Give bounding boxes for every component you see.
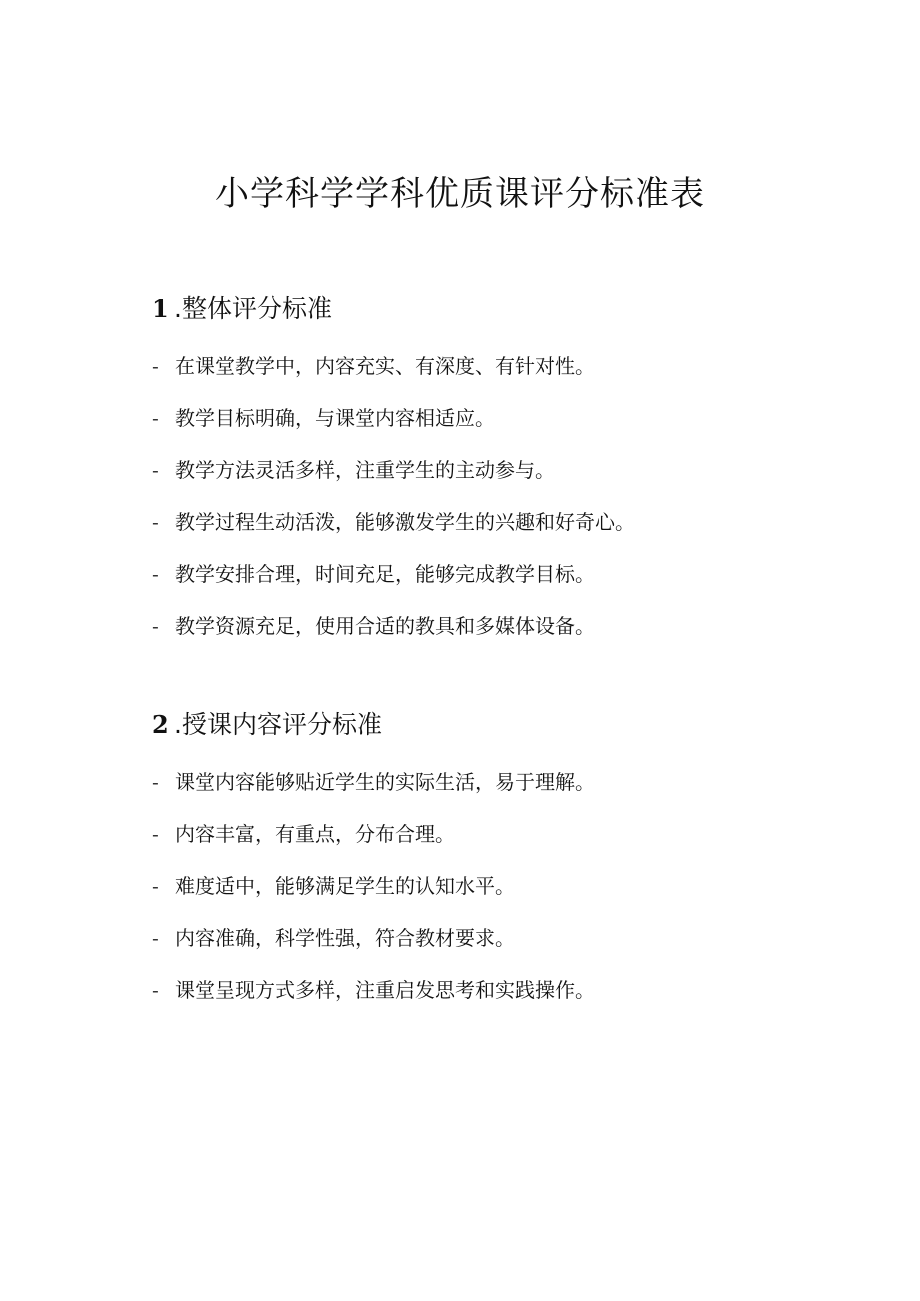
bullet-dash: - <box>152 510 159 534</box>
item-text: 内容丰富，有重点，分布合理。 <box>175 822 455 846</box>
list-item <box>152 444 852 496</box>
section-heading <box>152 287 852 331</box>
section-overall-criteria <box>152 287 852 652</box>
section-title: .整体评分标准 <box>174 294 332 323</box>
section-number: 2 <box>152 710 169 739</box>
bullet-dash: - <box>152 874 159 898</box>
criteria-list <box>152 756 852 1016</box>
item-text: 内容准确，科学性强，符合教材要求。 <box>175 926 515 950</box>
list-item <box>152 860 852 912</box>
section-heading <box>152 703 852 747</box>
item-text: 教学过程生动活泼，能够激发学生的兴趣和好奇心。 <box>175 510 635 534</box>
section-title: .授课内容评分标准 <box>174 710 382 739</box>
item-text: 教学安排合理，时间充足，能够完成教学目标。 <box>175 562 595 586</box>
item-text: 在课堂教学中，内容充实、有深度、有针对性。 <box>175 354 595 378</box>
bullet-dash: - <box>152 978 159 1002</box>
bullet-dash: - <box>152 406 159 430</box>
section-number: 1 <box>152 294 169 323</box>
list-item <box>152 964 852 1016</box>
list-item <box>152 912 852 964</box>
bullet-dash: - <box>152 562 159 586</box>
document-title: 小学科学学科优质课评分标准表 <box>215 174 705 214</box>
bullet-dash: - <box>152 354 159 378</box>
section-content-criteria <box>152 703 852 1016</box>
item-text: 教学资源充足，使用合适的教具和多媒体设备。 <box>175 614 595 638</box>
list-item <box>152 340 852 392</box>
list-item <box>152 808 852 860</box>
list-item <box>152 756 852 808</box>
item-text: 教学方法灵活多样，注重学生的主动参与。 <box>175 458 555 482</box>
bullet-dash: - <box>152 770 159 794</box>
criteria-list <box>152 340 852 652</box>
bullet-dash: - <box>152 822 159 846</box>
item-text: 课堂呈现方式多样，注重启发思考和实践操作。 <box>175 978 595 1002</box>
list-item <box>152 548 852 600</box>
bullet-dash: - <box>152 926 159 950</box>
bullet-dash: - <box>152 458 159 482</box>
list-item <box>152 496 852 548</box>
list-item <box>152 600 852 652</box>
list-item <box>152 392 852 444</box>
bullet-dash: - <box>152 614 159 638</box>
item-text: 难度适中，能够满足学生的认知水平。 <box>175 874 515 898</box>
item-text: 课堂内容能够贴近学生的实际生活，易于理解。 <box>175 770 595 794</box>
item-text: 教学目标明确，与课堂内容相适应。 <box>175 406 495 430</box>
